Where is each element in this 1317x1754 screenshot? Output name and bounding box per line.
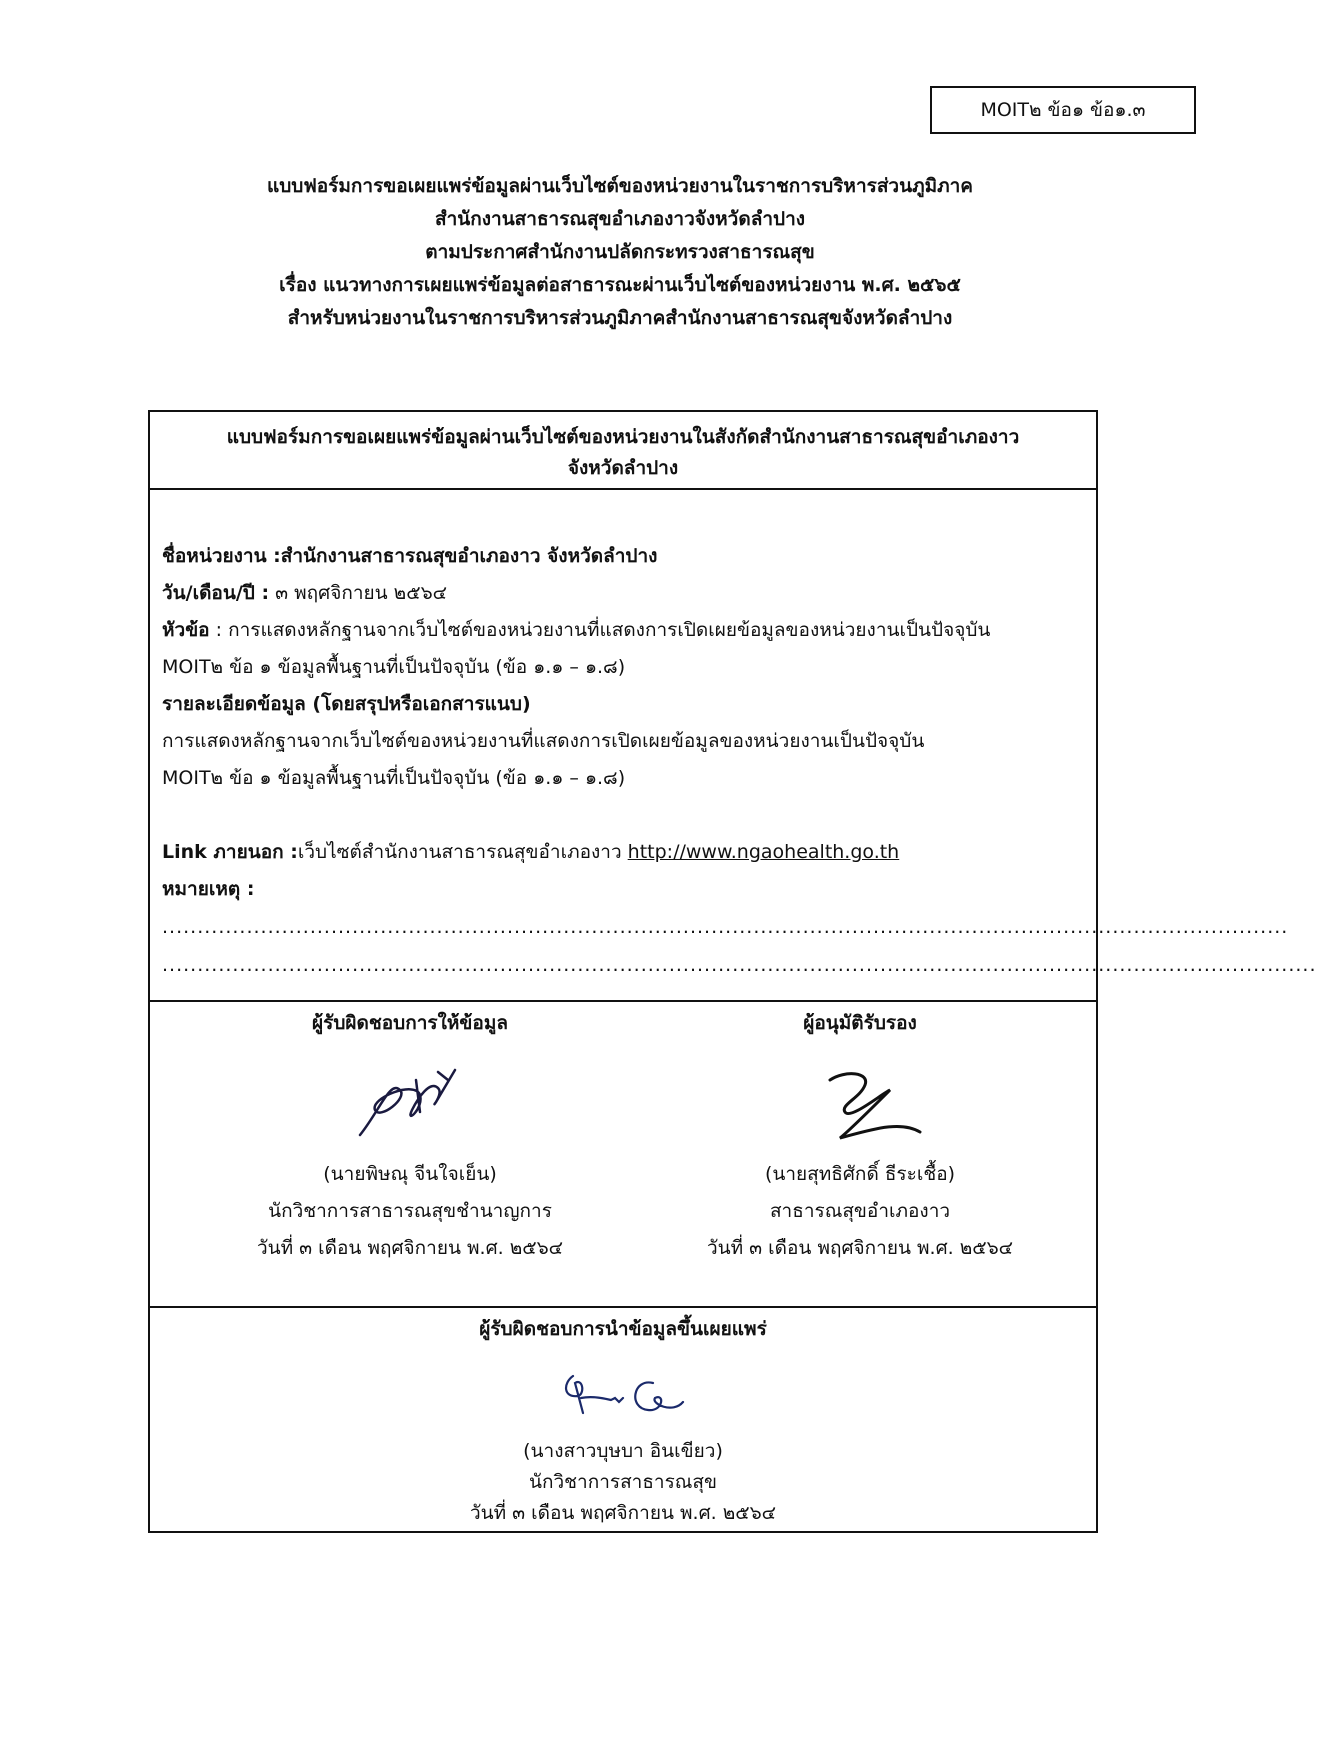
link-label: Link ภายนอก : (162, 841, 298, 863)
form-title-line-1: แบบฟอร์มการขอเผยแพร่ข้อมูลผ่านเว็บไซต์ของหน่วยงานในสังกัดสำนักงานสาธารณสุขอำเภองาว (226, 426, 1020, 448)
publisher-heading: ผู้รับผิดชอบการนำข้อมูลขึ้นเผยแพร่ (479, 1318, 767, 1340)
date-value: ๓ พฤศจิกายน ๒๕๖๔ (269, 582, 448, 604)
approver-date: วันที่ ๓ เดือน พฤศจิกายน พ.ศ. ๒๕๖๔ (706, 1237, 1014, 1259)
publisher-signature-icon (533, 1358, 713, 1428)
remark-dotted-line-1: ................................................................................................................................................................ (162, 916, 1289, 938)
website-link[interactable]: http://www.ngaohealth.go.th (627, 841, 900, 863)
provider-signature-image (190, 1044, 630, 1156)
publisher-signature-image (150, 1350, 1096, 1436)
date-label: วัน/เดือน/ปี : (162, 582, 270, 604)
form-table (148, 410, 1317, 1533)
provider-signature-icon (320, 1050, 500, 1150)
publisher-position: นักวิชาการสาธารณสุข (528, 1471, 718, 1493)
provider-signature-block (190, 1002, 630, 1267)
detail-label: รายละเอียดข้อมูล (โดยสรุปหรือเอกสารแนบ) (162, 693, 531, 715)
approver-signature-image (640, 1044, 1080, 1156)
provider-position: นักวิชาการสาธารณสุขชำนาญการ (268, 1200, 552, 1222)
provider-date: วันที่ ๓ เดือน พฤศจิกายน พ.ศ. ๒๕๖๔ (256, 1237, 564, 1259)
heading-line-4: เรื่อง แนวทางการเผยแพร่ข้อมูลต่อสาธารณะผ่านเว็บไซต์ของหน่วยงาน พ.ศ. ๒๕๖๕ (279, 274, 961, 296)
heading-line-5: สำหรับหน่วยงานในราชการบริหารส่วนภูมิภาคสำนักงานสาธารณสุขจังหวัดลำปาง (287, 307, 953, 329)
link-row (162, 834, 1084, 871)
unit-label: ชื่อหน่วยงาน : (162, 545, 281, 567)
publisher-date: วันที่ ๓ เดือน พฤศจิกายน พ.ศ. ๒๕๖๔ (469, 1502, 777, 1524)
heading-line-1: แบบฟอร์มการขอเผยแพร่ข้อมูลผ่านเว็บไซต์ของหน่วยงานในราชการบริหารส่วนภูมิภาค (266, 175, 974, 197)
form-details-section (150, 490, 1317, 1002)
approver-signature-block (640, 1002, 1080, 1267)
remark-label: หมายเหตุ : (162, 878, 255, 900)
heading-line-2: สำนักงานสาธารณสุขอำเภองาวจังหวัดลำปาง (434, 208, 806, 230)
reference-code-box (930, 86, 1196, 134)
topic-row (162, 612, 1084, 649)
reference-code: MOIT๒ ข้อ๑ ข้อ๑.๓ (980, 99, 1146, 121)
approver-heading: ผู้อนุมัติรับรอง (803, 1012, 917, 1034)
unit-value: สำนักงานสาธารณสุขอำเภองาว จังหวัดลำปาง (280, 545, 658, 567)
form-title-line-2: จังหวัดลำปาง (567, 457, 679, 479)
remark-dotted-line-2: .................................................................................................................................................................... (162, 954, 1317, 976)
publisher-section (150, 1308, 1096, 1531)
topic-value: : การแสดงหลักฐานจากเว็บไซต์ของหน่วยงานที่แสดงการเปิดเผยข้อมูลของหน่วยงานเป็นปัจจุบัน (209, 619, 991, 641)
document-heading (60, 170, 1180, 335)
topic-row-2: MOIT๒ ข้อ ๑ ข้อมูลพื้นฐานที่เป็นปัจจุบัน (ข้อ ๑.๑ – ๑.๘) (162, 656, 626, 678)
publisher-name: (นางสาวบุษบา อินเขียว) (523, 1440, 723, 1462)
date-row (162, 575, 1084, 612)
heading-line-3: ตามประกาศสำนักงานปลัดกระทรวงสาธารณสุข (425, 241, 815, 263)
approver-name: (นายสุทธิศักดิ์ ธีระเชื้อ) (764, 1163, 956, 1185)
provider-heading: ผู้รับผิดชอบการให้ข้อมูล (312, 1012, 508, 1034)
unit-row (162, 538, 1084, 575)
form-title-section (150, 412, 1096, 490)
approver-position: สาธารณสุขอำเภองาว (769, 1200, 951, 1222)
provider-name: (นายพิษณุ จีนใจเย็น) (323, 1163, 497, 1185)
link-description: เว็บไซต์สำนักงานสาธารณสุขอำเภองาว (297, 841, 628, 863)
approver-signature-icon (770, 1050, 950, 1150)
topic-label: หัวข้อ (162, 619, 210, 641)
detail-line-2: MOIT๒ ข้อ ๑ ข้อมูลพื้นฐานที่เป็นปัจจุบัน (ข้อ ๑.๑ – ๑.๘) (162, 767, 626, 789)
detail-line-1: การแสดงหลักฐานจากเว็บไซต์ของหน่วยงานที่แสดงการเปิดเผยข้อมูลของหน่วยงานเป็นปัจจุบัน (162, 730, 925, 752)
signatures-section (150, 1002, 1096, 1308)
